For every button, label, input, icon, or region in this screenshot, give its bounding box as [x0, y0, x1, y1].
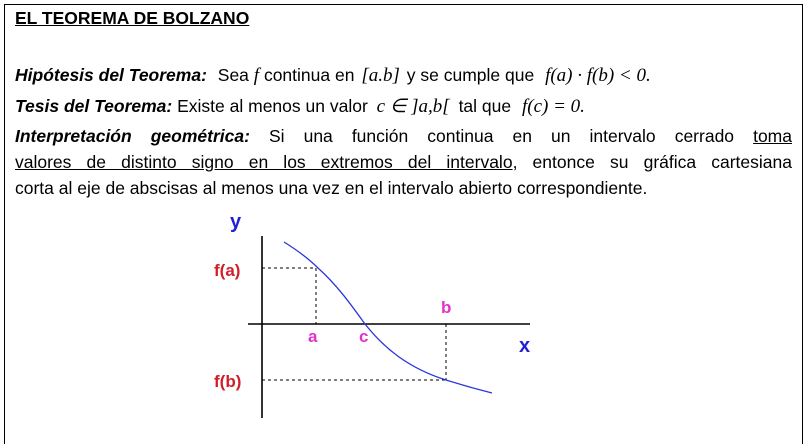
- hipotesis-condition: f(a) · f(b) < 0.: [545, 65, 651, 86]
- hipotesis-label: Hipótesis del Teorema:: [15, 65, 207, 85]
- interpretacion-text-1: Si una función continua en un intervalo cerrado: [268, 126, 735, 146]
- interpretacion-line-3: corta al eje de abscisas al menos una vez en el intervalo abierto correspondiente.: [15, 178, 648, 198]
- tesis-text-2: tal que: [458, 96, 512, 116]
- x-axis-label: x: [519, 335, 531, 357]
- tesis-text-1: Existe al menos un valor: [177, 96, 368, 116]
- function-curve: [284, 242, 492, 393]
- fb-label: f(b): [214, 372, 242, 391]
- hipotesis-text-2: continua en: [263, 65, 355, 85]
- c-label: c: [359, 327, 369, 346]
- hipotesis-f: f: [253, 65, 260, 86]
- b-label: b: [441, 298, 452, 317]
- a-label: a: [308, 327, 318, 346]
- tesis-condition: f(c) = 0.: [521, 96, 585, 117]
- interpretacion-underlined-2: valores de distinto signo en los extremos del intervalo: [15, 152, 513, 172]
- interpretacion-label: Interpretación geométrica:: [15, 126, 250, 146]
- hipotesis-interval: [a.b]: [361, 65, 400, 86]
- tesis-membership: c ∈ ]a,b[: [376, 96, 450, 117]
- interpretacion-underlined-1: toma: [753, 126, 792, 146]
- hipotesis-text-3: y se cumple que: [406, 65, 535, 85]
- tesis-label: Tesis del Teorema:: [15, 96, 173, 116]
- hipotesis-text-1: Sea: [217, 65, 249, 85]
- y-axis-label: y: [230, 211, 242, 233]
- interpretacion-text-2: , entonce su gráfica cartesiana: [512, 152, 792, 172]
- document-title: EL TEOREMA DE BOLZANO: [15, 8, 250, 28]
- fa-label: f(a): [214, 261, 241, 280]
